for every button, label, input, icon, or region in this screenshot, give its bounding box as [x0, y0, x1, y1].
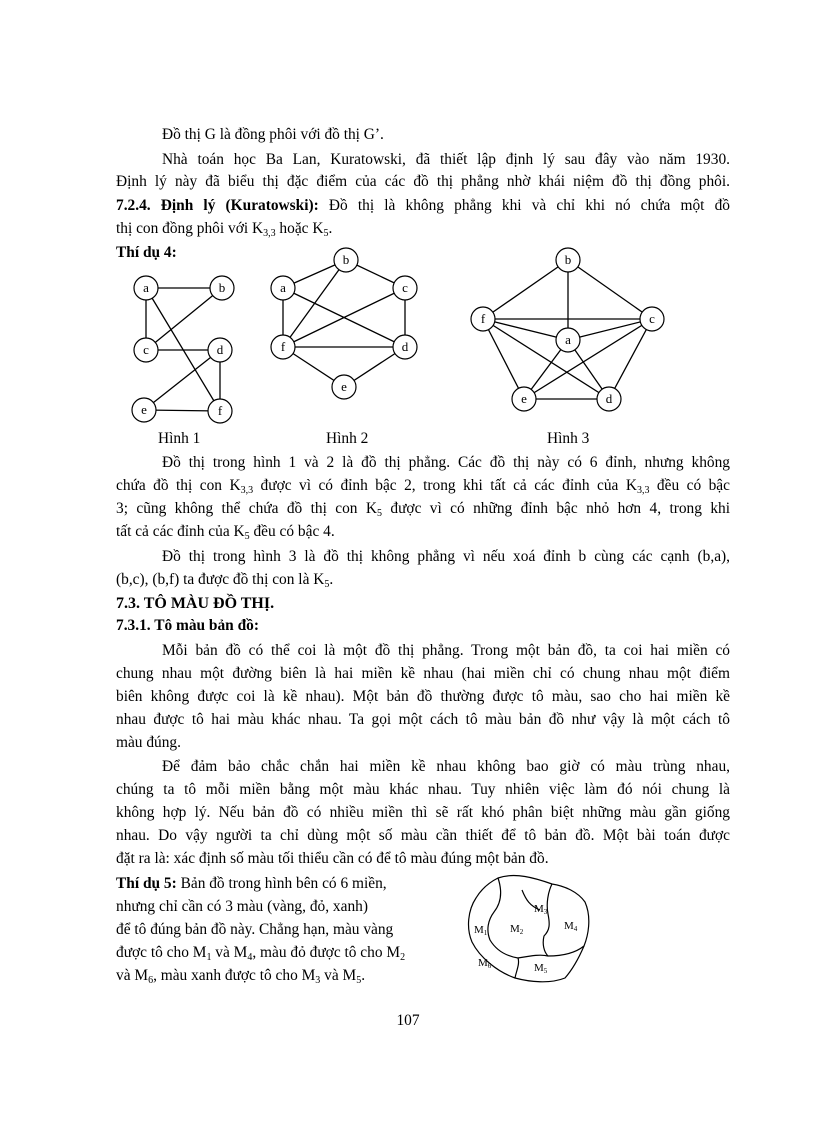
- text-line: [116, 522, 335, 542]
- node-label: f: [280, 339, 286, 354]
- node-label: a: [280, 280, 286, 295]
- text-line: Mỗi bản đồ có thể coi là một đồ thị phẳng. Trong một bản đồ, ta coi hai miền có: [162, 642, 730, 659]
- section-heading: 7.3. TÔ MÀU ĐỒ THỊ.: [116, 595, 275, 612]
- text: và M: [211, 944, 248, 961]
- node-label: f: [217, 403, 223, 418]
- subscript: 6: [148, 975, 154, 986]
- subscript: 5: [356, 975, 362, 986]
- text-line: không hợp lý. Nếu bản đồ có nhiều miền thì sẽ rất khó phân biệt những màu gần giống: [116, 804, 730, 821]
- map-figure: [460, 870, 600, 990]
- text-line: nhưng chỉ cần có 3 màu (vàng, đỏ, xanh): [116, 898, 368, 915]
- map-region-label: M3: [534, 903, 548, 916]
- node-label: d: [216, 342, 224, 357]
- node-label: c: [649, 311, 655, 326]
- page-number: 107: [396, 1012, 420, 1029]
- node-label: b: [218, 280, 226, 295]
- text: và M: [116, 967, 149, 984]
- theorem-heading: 7.2.4. Định lý (Kuratowski):: [116, 197, 319, 214]
- text: được tô cho M: [116, 944, 207, 961]
- text-line: Đồ thị G là đồng phôi với đồ thị G’.: [162, 126, 384, 143]
- figure-caption: Hình 1: [158, 430, 201, 447]
- text-line: Nhà toán học Ba Lan, Kuratowski, đã thiết lập định lý sau đây vào năm 1930.: [162, 151, 730, 168]
- map-region-label: M5: [534, 962, 548, 975]
- node-label: a: [143, 280, 149, 295]
- subscript: 2: [400, 952, 406, 963]
- node-label: b: [564, 252, 572, 267]
- map-region-label: M4: [564, 920, 578, 933]
- subscript: 1: [206, 952, 212, 963]
- text-line: nhau. Do vậy người ta chỉ dùng một số màu cần thiết để tô bản đồ. Một bài toán được: [116, 827, 730, 844]
- text: Bản đồ trong hình bên có 6 miền,: [176, 875, 387, 892]
- fig2-edges: [280, 260, 405, 387]
- text-line: chung nhau một đường biên là hai miền kề nhau (hai miền chỉ có chung nhau một điểm: [116, 665, 730, 682]
- subscript: 5: [324, 579, 330, 590]
- text-line: [116, 874, 387, 894]
- text-line: Đồ thị trong hình 1 và 2 là đồ thị phẳng. Các đồ thị này có 6 đỉnh, nhưng không: [162, 454, 730, 471]
- text: hoặc K: [275, 220, 324, 237]
- example-4-label: Thí dụ 4:: [116, 244, 177, 261]
- graph-figures: [0, 245, 816, 435]
- text-line: [116, 966, 365, 986]
- subscript: 5: [244, 531, 250, 542]
- figure-caption: Hình 3: [547, 430, 590, 447]
- node-label: e: [341, 379, 347, 394]
- text-line: Để đảm bảo chắc chắn hai miền kề nhau không bao giờ có màu trùng nhau,: [162, 758, 730, 775]
- subscript: 3,3: [263, 228, 276, 239]
- text-line: [116, 499, 730, 519]
- node-label: a: [565, 332, 571, 347]
- figure-caption: Hình 2: [326, 430, 369, 447]
- text-line: đặt ra là: xác định số màu tối thiểu cần có để tô màu đúng một bản đồ.: [116, 850, 549, 867]
- node-label: e: [141, 402, 147, 417]
- subscript: 3,3: [636, 485, 650, 496]
- text-line: màu đúng.: [116, 734, 181, 751]
- node-label: b: [342, 252, 350, 267]
- node-label: d: [605, 391, 613, 406]
- subsection-heading: 7.3.1. Tô màu bản đồ:: [116, 617, 259, 634]
- subscript: 4: [247, 952, 253, 963]
- map-region-label: M6: [478, 957, 492, 970]
- text: , màu đỏ được tô cho M: [252, 944, 401, 961]
- text: được vì có những đỉnh bậc nhỏ hơn 4, trong khi: [382, 500, 730, 517]
- text: tất cả các đỉnh của K: [116, 523, 245, 540]
- subscript: 3,3: [240, 485, 254, 496]
- subscript: 5: [377, 508, 382, 519]
- map-region-label: M1: [474, 924, 488, 937]
- text: đều có bậc: [649, 477, 730, 494]
- text: .: [329, 571, 334, 588]
- text: .: [361, 967, 366, 984]
- text-line: nhau được tô hai màu khác nhau. Ta gọi một cách tô màu bản đồ như vậy là một cách tô: [116, 711, 730, 728]
- text: .: [328, 220, 333, 237]
- text-line: [116, 476, 730, 496]
- text: đều có bậc 4.: [249, 523, 335, 540]
- text-line: Đồ thị trong hình 3 là đồ thị không phẳng vì nếu xoá đỉnh b cùng các cạnh (b,a),: [162, 548, 730, 565]
- text: , màu xanh được tô cho M: [153, 967, 316, 984]
- text: thị con đồng phôi với K: [116, 220, 264, 237]
- node-label: f: [480, 311, 486, 326]
- subscript: 3: [315, 975, 321, 986]
- node-label: c: [402, 280, 408, 295]
- text-line: để tô đúng bản đồ này. Chẳng hạn, màu vàng: [116, 921, 394, 938]
- text: và M: [320, 967, 357, 984]
- example-5-label: Thí dụ 5:: [116, 875, 177, 892]
- text-line: [116, 943, 405, 963]
- text: chứa đồ thị con K: [116, 477, 241, 494]
- node-label: d: [401, 339, 409, 354]
- text: (b,c), (b,f) ta được đồ thị con là K: [116, 571, 325, 588]
- subscript: 5: [323, 228, 329, 239]
- text-line: [116, 219, 332, 239]
- node-label: e: [521, 391, 527, 406]
- text: Đồ thị là không phẳng khi và chỉ khi nó chứa một đồ: [328, 197, 730, 214]
- text-line: Định lý này đã biểu thị đặc điểm của các đồ thị phẳng nhờ khái niệm đồ thị đồng phôi.: [116, 173, 730, 190]
- map-region-label: M2: [510, 923, 524, 936]
- text: 3; cũng không thể chứa đồ thị con K: [116, 500, 377, 517]
- text-line: [116, 570, 333, 590]
- text-line: biên không được coi là kề nhau). Một bản đồ thường được tô màu, sao cho hai miền kề: [116, 688, 730, 705]
- node-label: c: [143, 342, 149, 357]
- text-line: chúng ta tô mỗi miền bằng một màu khác nhau. Tuy nhiên việc làm đó nói chung là: [116, 781, 730, 798]
- text: được vì có đỉnh bậc 2, trong khi tất cả các đỉnh của K: [253, 477, 637, 494]
- theorem-line: [116, 196, 730, 216]
